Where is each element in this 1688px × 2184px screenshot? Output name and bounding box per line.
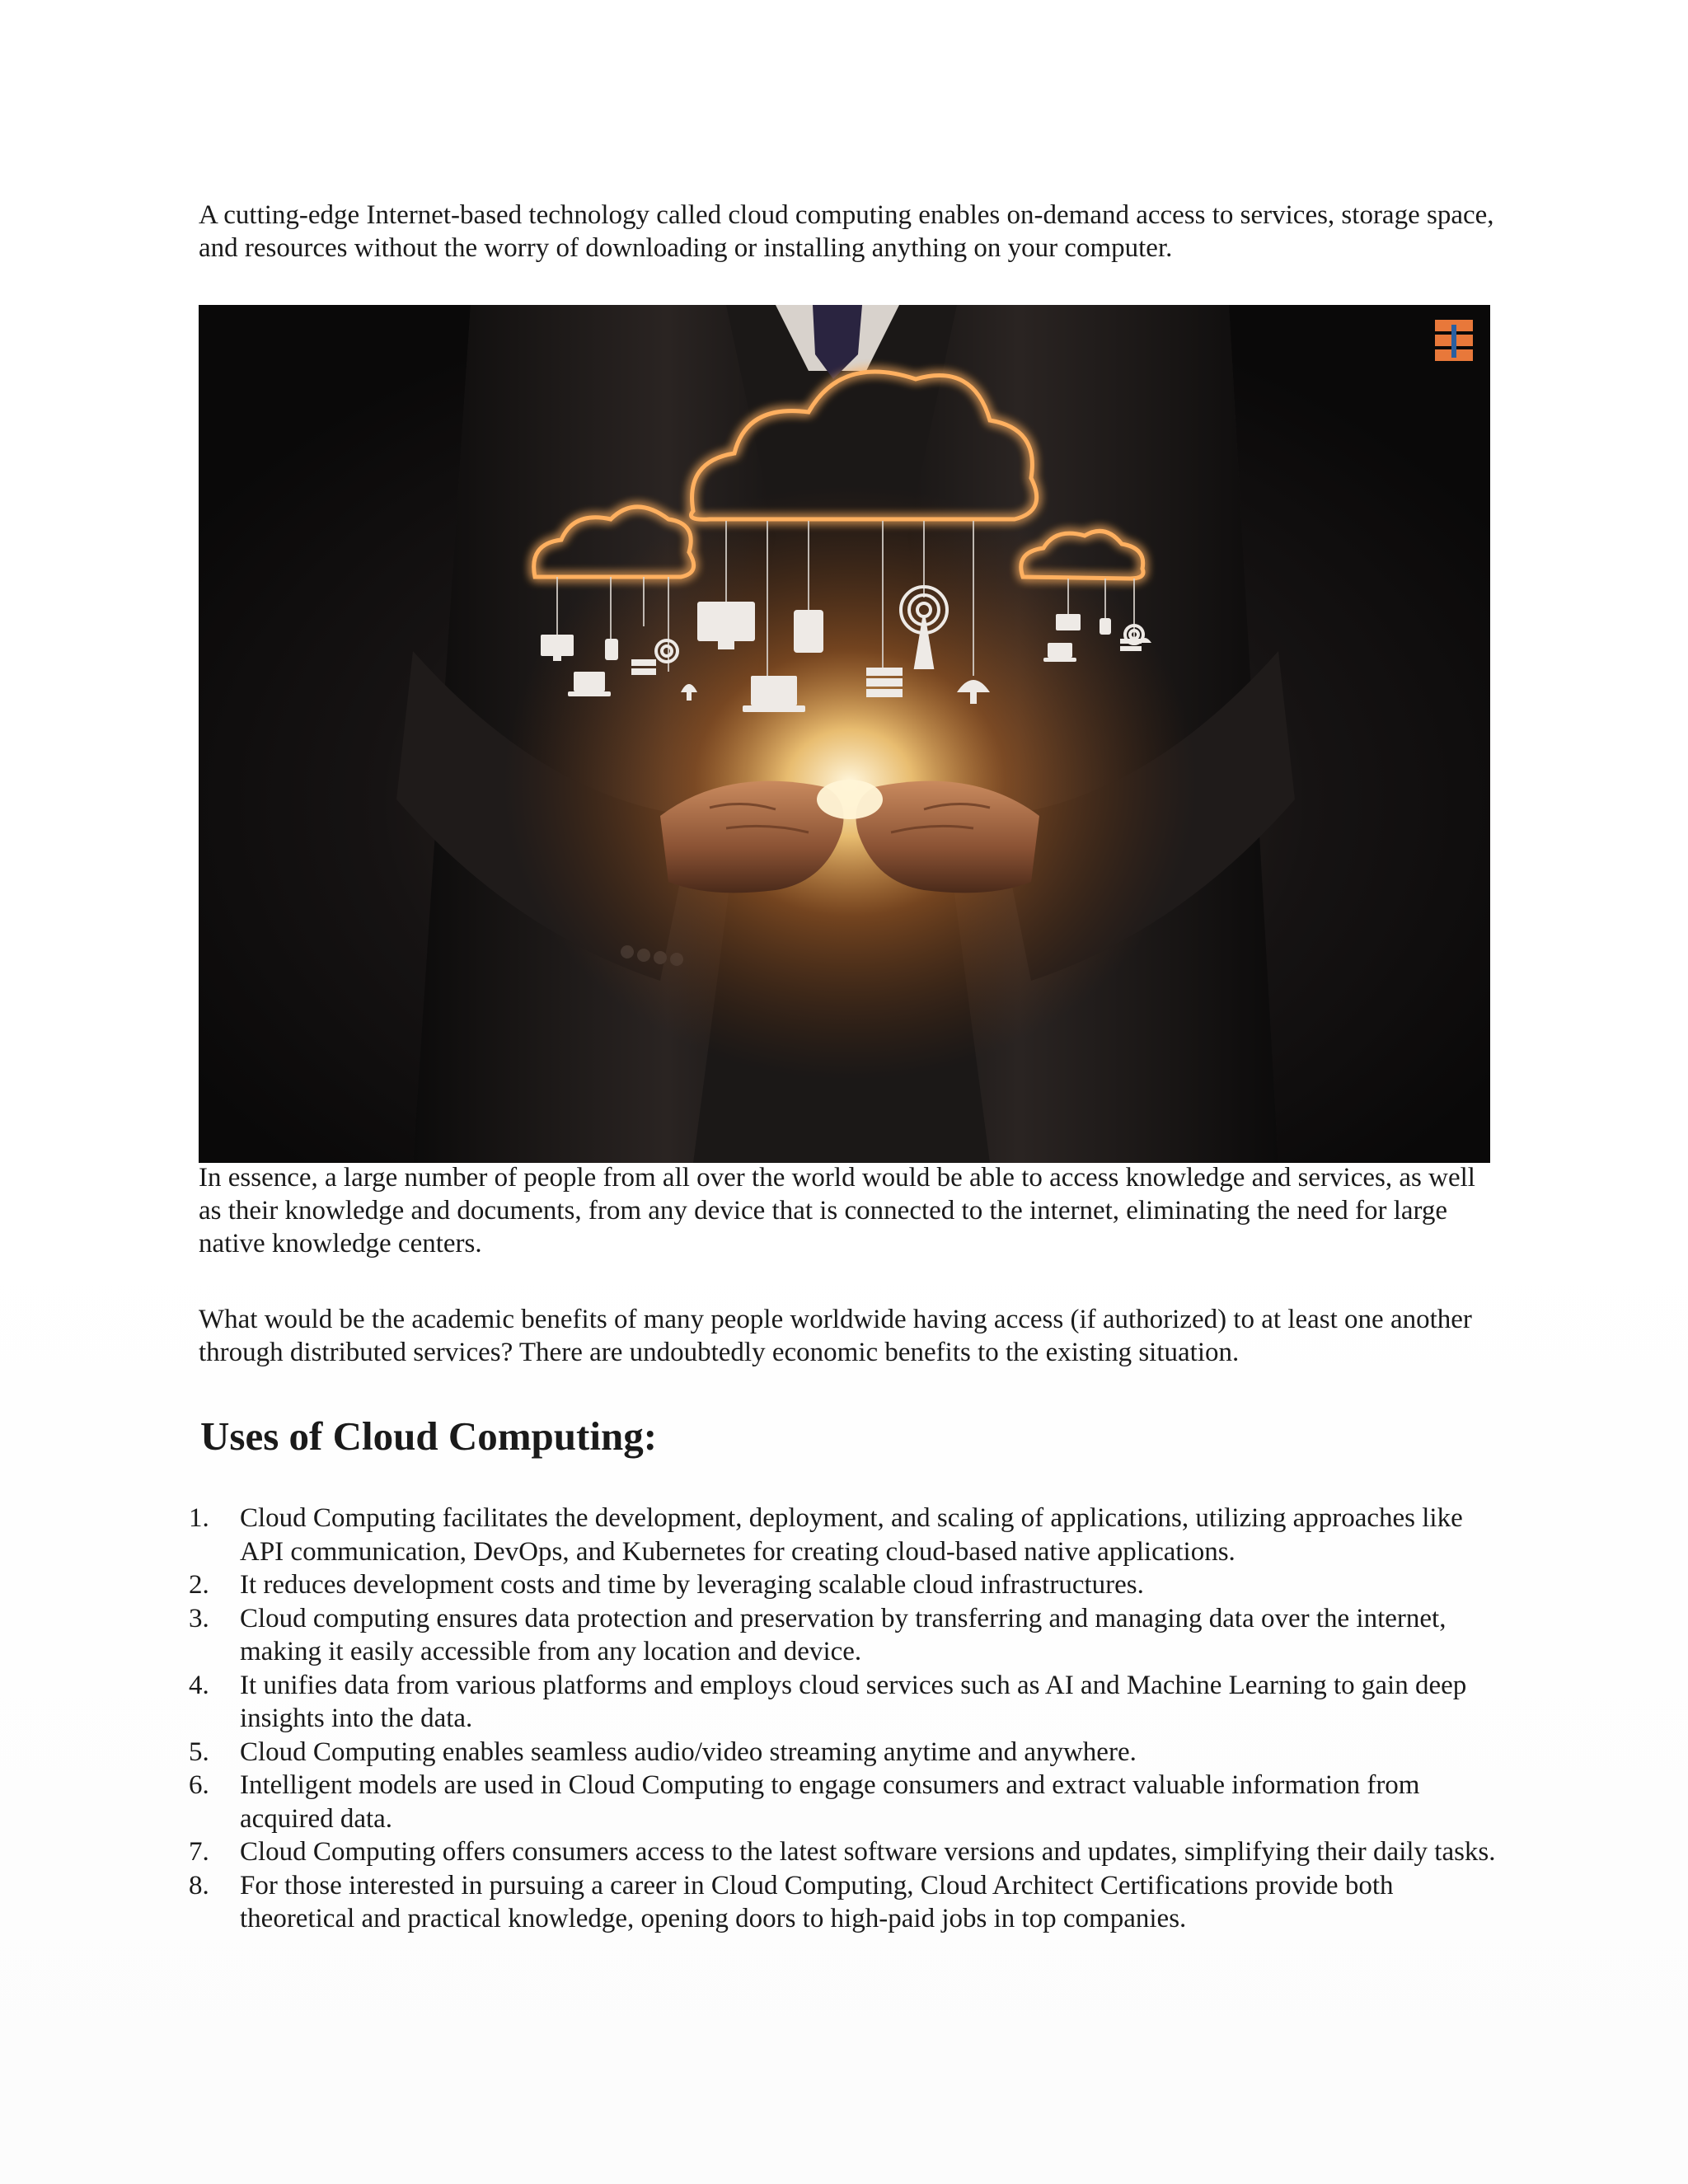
list-item-number: 1. [189, 1503, 209, 1533]
list-item-text: Cloud Computing offers consumers access to the latest software versions and updates, simplifying their daily tasks. [240, 1837, 1496, 1867]
essence-paragraph: In essence, a large number of people from all over the world would be able to access knowledge and services, as well as their knowledge and documents, from any device that is connected to the internet, eliminating the need for large native knowledge centers. [199, 1163, 1475, 1258]
list-item-number: 3. [189, 1603, 209, 1633]
list-item [189, 1502, 1507, 1568]
list-item [189, 1568, 1507, 1602]
list-item-number: 8. [189, 1870, 209, 1900]
list-item [189, 1769, 1507, 1835]
list-item [189, 1869, 1507, 1936]
list-item-number: 5. [189, 1736, 209, 1767]
cloud-hands-image [199, 305, 1490, 1163]
list-item-number: 6. [189, 1770, 209, 1800]
uses-list [189, 1502, 1507, 1936]
list-item-number: 4. [189, 1670, 209, 1700]
list-item-text: For those interested in pursuing a career in Cloud Computing, Cloud Architect Certifications provide both theoretical and practical knowledge, opening doors to high-paid jobs in top companies. [240, 1870, 1394, 1933]
intro-paragraph: A cutting-edge Internet-based technology called cloud computing enables on-demand access to services, storage space, and resources without the worry of downloading or installing anything on your computer. [199, 200, 1494, 263]
list-item [189, 1669, 1507, 1736]
list-item-text: Cloud computing ensures data protection and preservation by transferring and managing data over the internet, making it easily accessible from any location and device. [240, 1603, 1447, 1666]
list-item-text: Intelligent models are used in Cloud Computing to engage consumers and extract valuable information from acquired data. [240, 1770, 1420, 1834]
list-item-number: 2. [189, 1570, 209, 1600]
list-item-text: Cloud Computing enables seamless audio/video streaming anytime and anywhere. [240, 1736, 1137, 1767]
academic-paragraph: What would be the academic benefits of many people worldwide having access (if authorized) to at least one another through distributed services? There are undoubtedly economic benefits to the existing situation. [199, 1305, 1472, 1367]
list-item-text: Cloud Computing facilitates the development, deployment, and scaling of applications, utilizing approaches like API communication, DevOps, and Kubernetes for creating cloud-based native applications. [240, 1503, 1463, 1567]
list-item-text: It reduces development costs and time by leveraging scalable cloud infrastructures. [240, 1570, 1144, 1600]
list-item-number: 7. [189, 1837, 209, 1867]
tablet-icon [794, 610, 823, 653]
list-item-text: It unifies data from various platforms and employs cloud services such as AI and Machine Learning to gain deep insights into the data. [240, 1670, 1467, 1733]
uses-heading: Uses of Cloud Computing: [200, 1413, 658, 1459]
list-item [189, 1835, 1507, 1869]
list-item [189, 1736, 1507, 1769]
logo-icon [1435, 320, 1473, 361]
list-item [189, 1602, 1507, 1669]
